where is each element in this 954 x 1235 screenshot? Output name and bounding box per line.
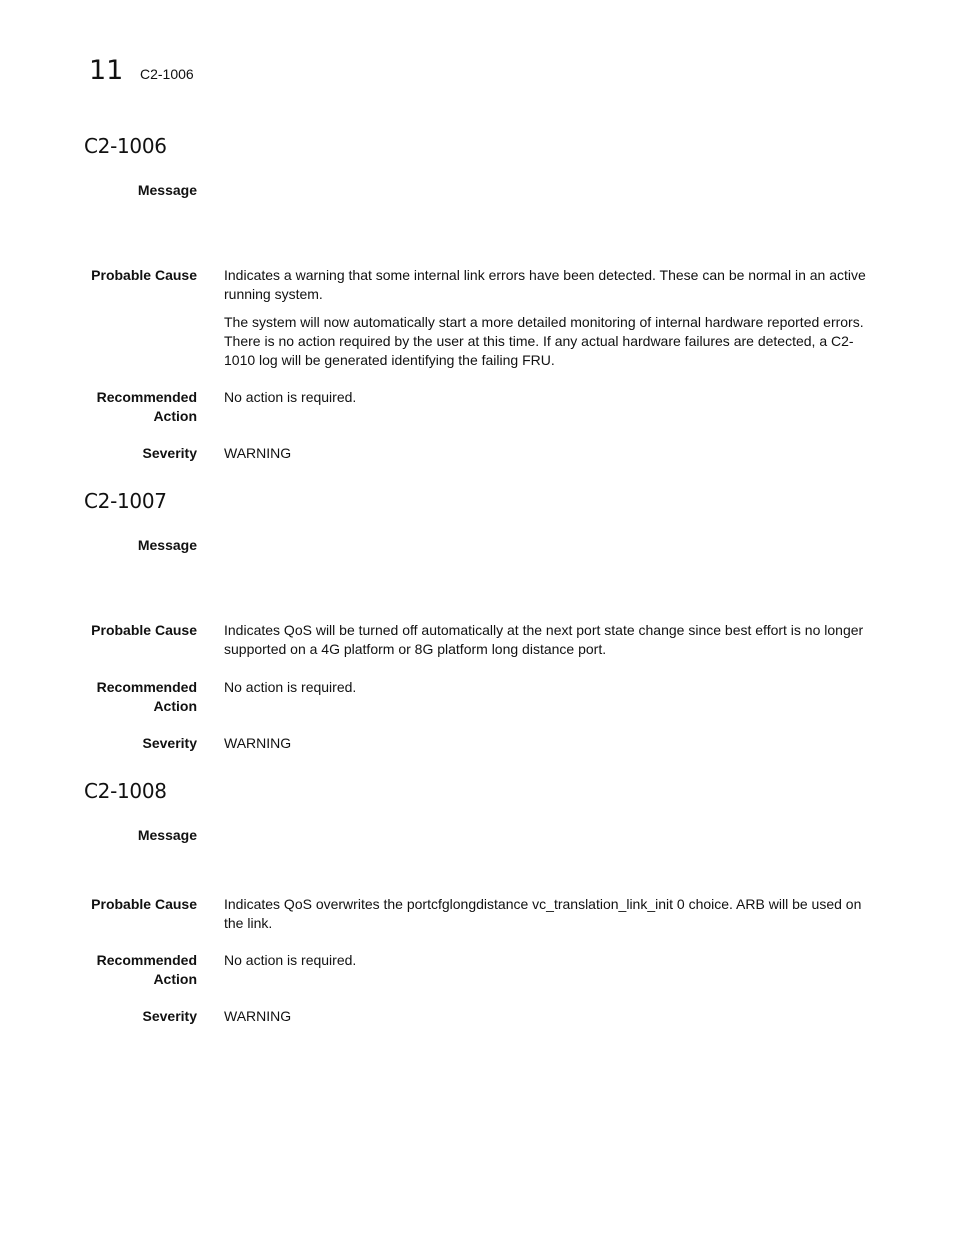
recommended-action-label: Recommended Action (96, 389, 197, 424)
probable-cause-paragraph: Indicates QoS will be turned off automatically at the next port state change since best effort is no longer supported on a 4G platform or 8G platform long distance port. (224, 622, 864, 657)
probable-cause-text (224, 895, 874, 933)
severity-label: Severity (142, 445, 197, 461)
probable-cause-label: Probable Cause (91, 267, 197, 283)
message-entry-c2-1006 (84, 133, 874, 461)
message-entry-c2-1007 (84, 488, 874, 751)
entry-title: C2-1006 (84, 134, 167, 158)
entry-title: C2-1007 (84, 489, 167, 513)
recommended-action-label: Recommended Action (96, 679, 197, 714)
message-label: Message (137, 182, 197, 198)
severity-value: WARNING (224, 1008, 292, 1024)
recommended-action-text: No action is required. (224, 679, 357, 695)
recommended-action-text: No action is required. (224, 389, 357, 405)
probable-cause-paragraph: The system will now automatically start a more detailed monitoring of internal hardware reported errors. There is no action required by the user at this time. If any actual hardware failures are detected, a C2-1010 log will be generated identifying the failing FRU. (224, 314, 864, 368)
recommended-action-text: No action is required. (224, 952, 357, 968)
running-title: C2-1006 (140, 66, 194, 82)
severity-label: Severity (142, 1008, 197, 1024)
chapter-number: 11 (89, 55, 124, 86)
message-label: Message (137, 827, 197, 843)
probable-cause-paragraph: Indicates QoS overwrites the portcfglongdistance vc_translation_link_init 0 choice. ARB will be used on the link. (224, 896, 862, 931)
message-entry-c2-1008 (84, 778, 874, 1024)
probable-cause-label: Probable Cause (91, 896, 197, 912)
probable-cause-text (224, 266, 874, 370)
recommended-action-label: Recommended Action (96, 952, 197, 987)
probable-cause-label: Probable Cause (91, 622, 197, 638)
probable-cause-text (224, 621, 874, 659)
probable-cause-paragraph: Indicates a warning that some internal link errors have been detected. These can be normal in an active running system. (224, 267, 866, 302)
severity-label: Severity (142, 735, 197, 751)
severity-value: WARNING (224, 735, 292, 751)
message-label: Message (137, 537, 197, 553)
severity-value: WARNING (224, 445, 292, 461)
entry-title: C2-1008 (84, 779, 167, 803)
